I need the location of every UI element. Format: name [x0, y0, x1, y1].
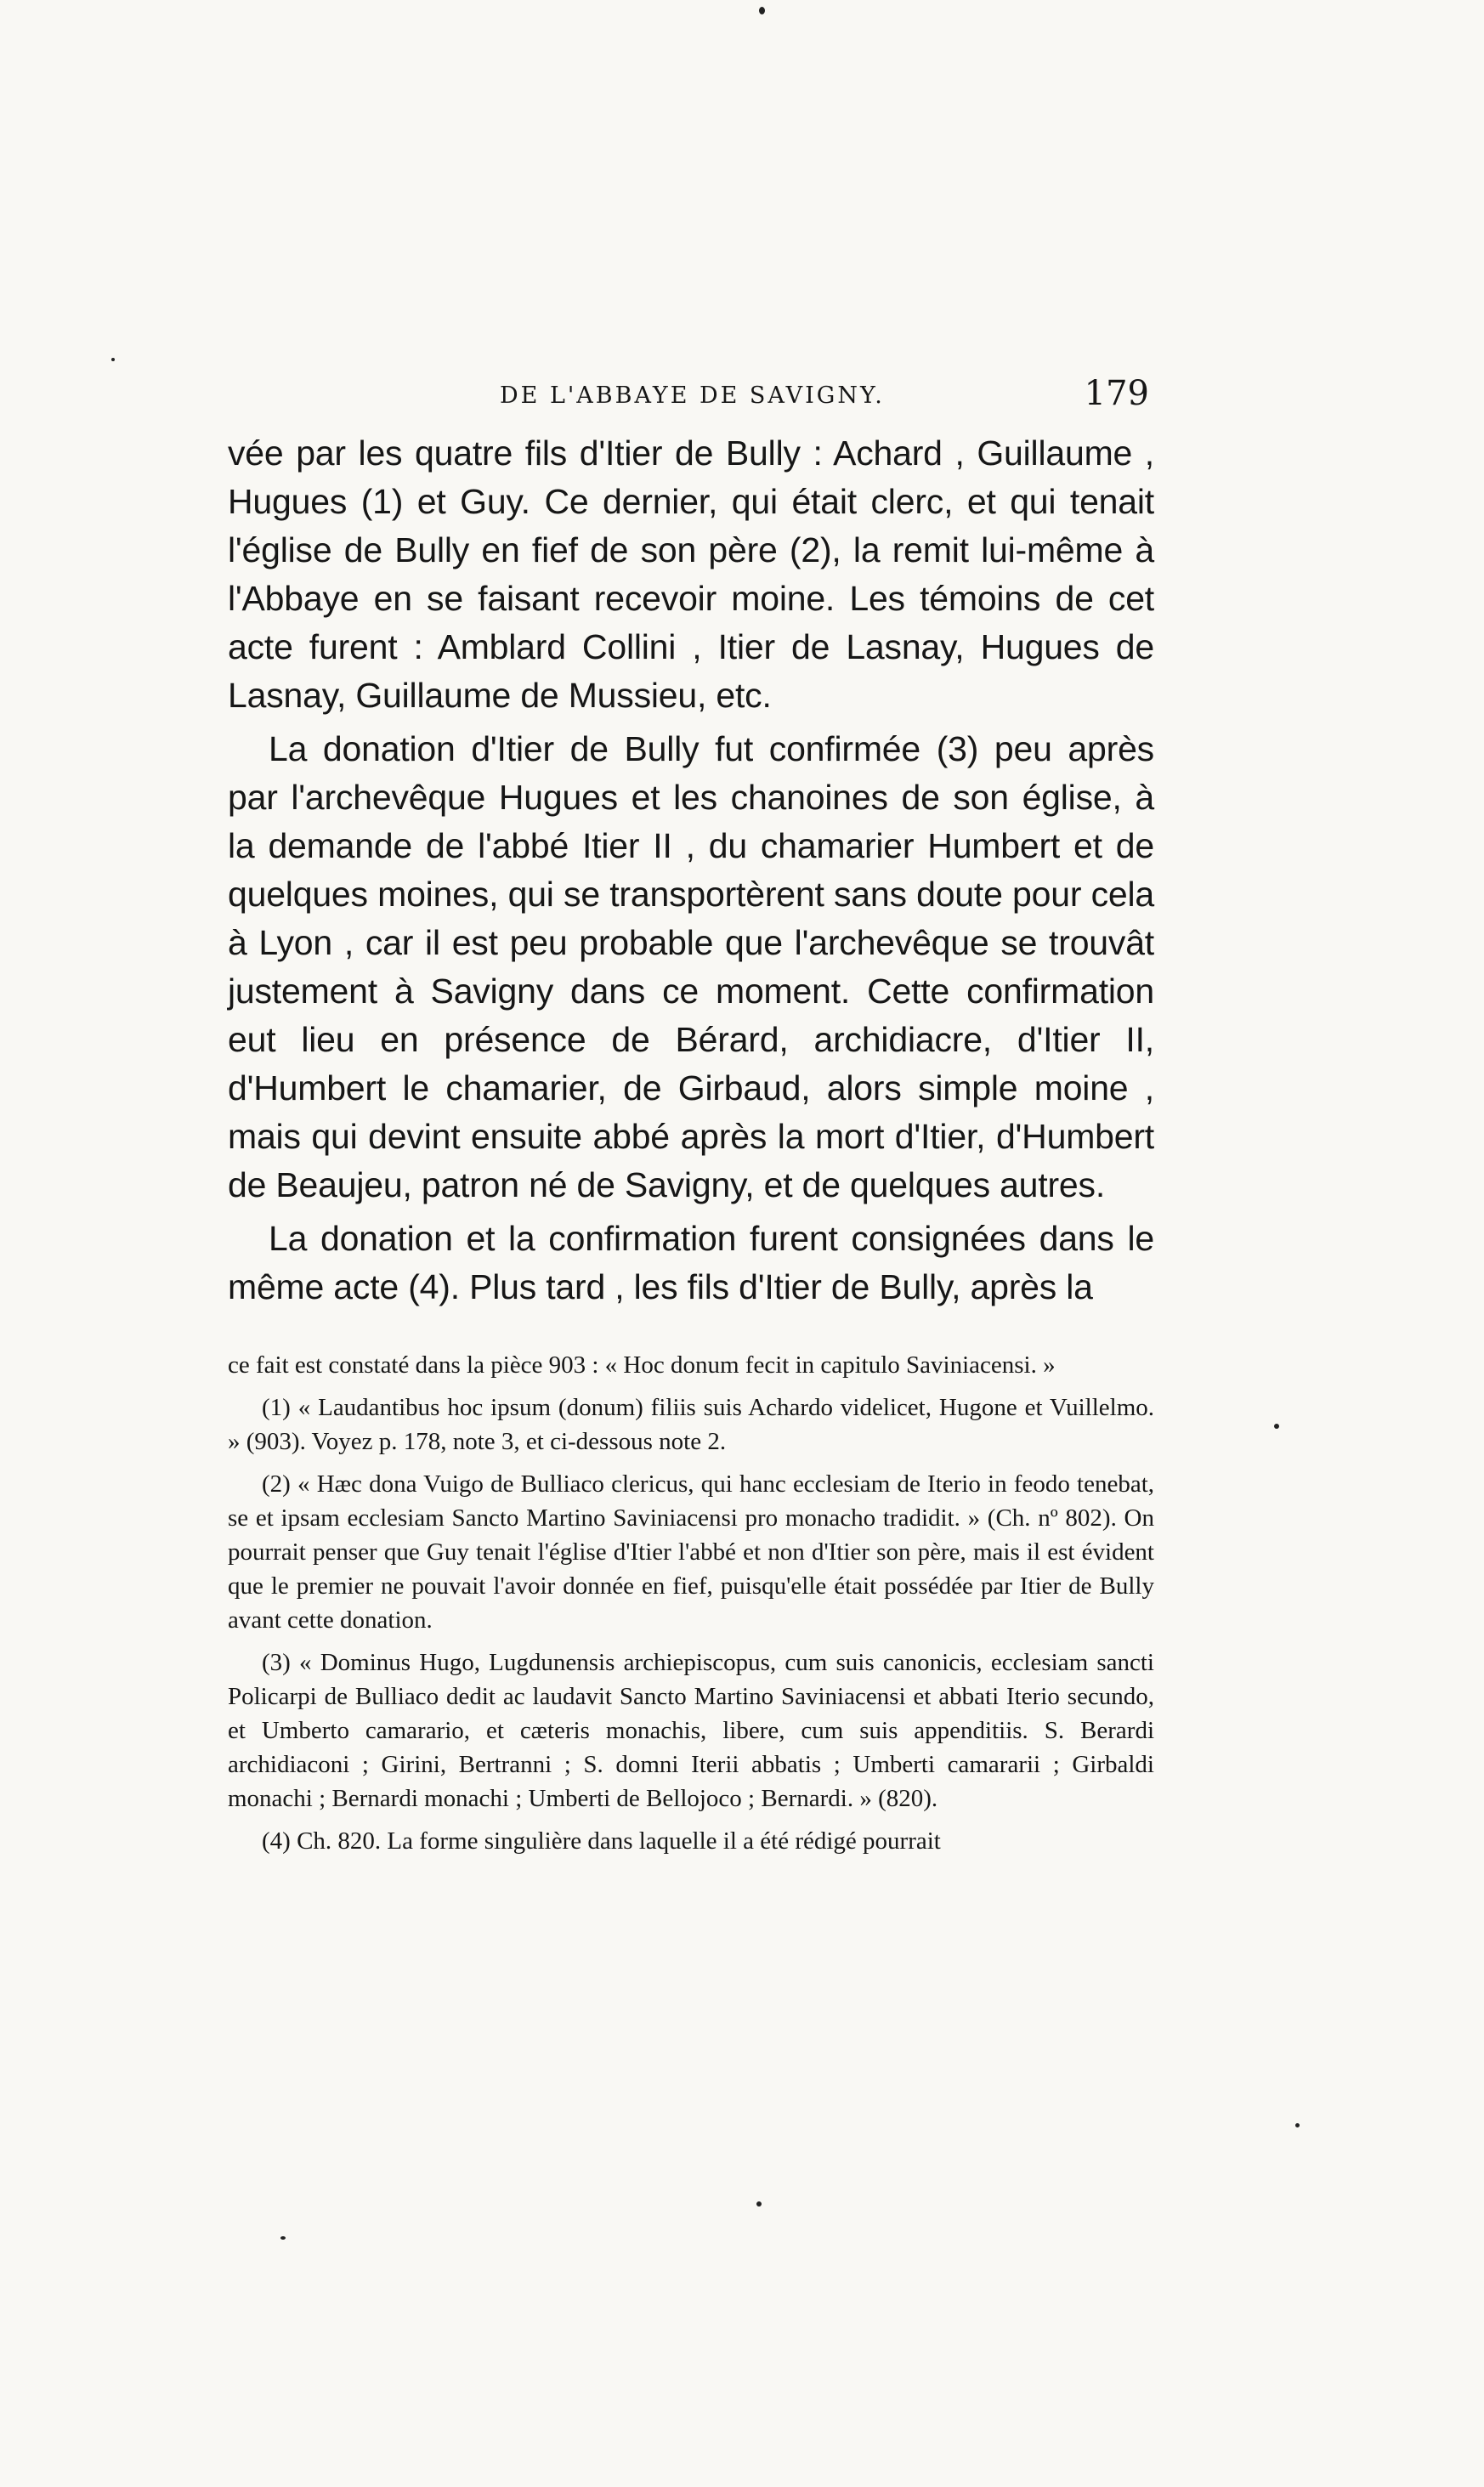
paragraph-consigned-act: La donation et la confirmation furent consignées dans le même acte (4). Plus tard , les fils d'Itier de Bully, après la — [228, 1219, 1154, 1306]
scan-speck — [1274, 1424, 1279, 1429]
scan-speck — [111, 358, 115, 361]
scan-speck — [1295, 2123, 1300, 2127]
footnote-3: (3) « Dominus Hugo, Lugdunensis archiepiscopus, cum suis canonicis, ecclesiam sancti Policarpi de Bulliaco dedit ac laudavit Sancto Martino Saviniacensi et abbati Iterio secundo, et Umberto camarario, et cæteris monachis, libere, cum suis appenditiis. S. Berardi archidiaconi ; Girini, Bertranni ; S. domni Iterii abbatis ; Umberti camararii ; Girbaldi monachi ; Bernardi monachi ; Umberti de Bellojoco ; Bernardi. » (820). — [228, 1649, 1154, 1812]
running-title: DE L'ABBAYE DE SAVIGNY. — [500, 382, 885, 409]
footnote-continuation: ce fait est constaté dans la pièce 903 : « Hoc donum fecit in capitulo Saviniacensi. » — [228, 1351, 1056, 1379]
scan-speck — [756, 2201, 762, 2207]
footnote-4: (4) Ch. 820. La forme singulière dans laquelle il a été rédigé pourrait — [262, 1827, 941, 1855]
page-number: 179 — [1084, 374, 1149, 413]
scan-speck — [759, 7, 765, 14]
scan-speck — [280, 2236, 286, 2240]
paragraph-donation-confirmation: La donation d'Itier de Bully fut confirmée (3) peu après par l'archevêque Hugues et les chanoines de son église, à la demande de l'abbé Itier II , du chamarier Humbert et de quelques moines, qui se transportèrent sans doute pour cela à Lyon , car il est peu probable que l'archevêque se trouvât justement à Savigny dans ce moment. Cette confirmation eut lieu en présence de Bérard, archidiacre, d'Itier II, d'Humbert le chamarier, de Girbaud, alors simple moine , mais qui devint ensuite abbé après la mort d'Itier, d'Humbert de Beaujeu, patron né de Savigny, et de quelques autres. — [228, 729, 1154, 1204]
main-text — [228, 429, 1154, 1311]
paragraph-continuation: vée par les quatre fils d'Itier de Bully : Achard , Guillaume , Hugues (1) et Guy. Ce dernier, qui était clerc, et qui tenait l'église de Bully en fief de son père (2), la remit lui-même à l'Abbaye en se faisant recevoir moine. Les témoins de cet acte furent : Amblard Collini , Itier de Lasnay, Hugues de Lasnay, Guillaume de Mussieu, etc. — [228, 433, 1154, 715]
footnote-2: (2) « Hæc dona Vuigo de Bulliaco clericus, qui hanc ecclesiam de Iterio in feodo tenebat, se et ipsam ecclesiam Sancto Martino Saviniacensi pro monacho tradidit. » (Ch. nº 802). On pourrait penser que Guy tenait l'église d'Itier l'abbé et non d'Itier son père, mais il est évident que le premier ne pouvait l'avoir donnée en fief, puisqu'elle était possédée par Itier de Bully avant cette donation. — [228, 1470, 1154, 1634]
footnotes — [228, 1348, 1154, 1867]
page-header — [228, 374, 1154, 425]
footnote-1: (1) « Laudantibus hoc ipsum (donum) filiis suis Achardo videlicet, Hugone et Vuillelmo. » (903). Voyez p. 178, note 3, et ci-dessous note 2. — [228, 1394, 1154, 1455]
